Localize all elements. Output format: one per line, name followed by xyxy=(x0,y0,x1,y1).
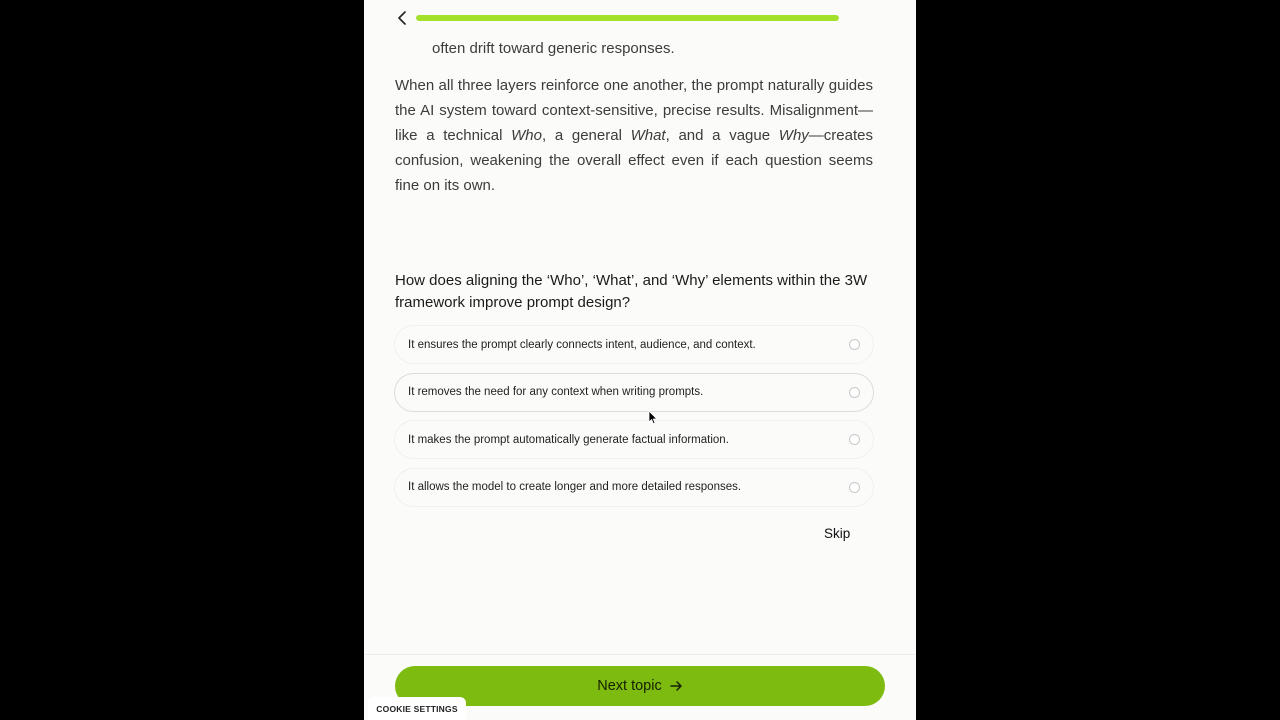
progress-fill xyxy=(416,15,839,21)
text-tail-line: often drift toward generic responses. xyxy=(432,40,675,57)
radio-button[interactable] xyxy=(849,387,860,398)
answer-option-label: It makes the prompt automatically generate factual information. xyxy=(408,433,729,446)
arrow-right-icon xyxy=(670,680,683,692)
answer-option-label: It removes the need for any context when writing prompts. xyxy=(408,386,704,398)
chevron-left-icon xyxy=(397,11,407,25)
radio-button[interactable] xyxy=(849,434,860,445)
back-button[interactable] xyxy=(392,6,412,30)
answer-option-1[interactable] xyxy=(395,326,873,363)
radio-button[interactable] xyxy=(849,339,860,350)
paragraph-text: , and a vague xyxy=(665,127,779,144)
next-topic-button[interactable] xyxy=(395,666,885,706)
lesson-screen xyxy=(364,0,916,720)
term-what: What xyxy=(630,127,666,144)
answer-options xyxy=(395,326,873,516)
paragraph-text: —creates confusion, weakening the overall effect even if each question seems fine on its own. xyxy=(395,127,873,194)
lesson-paragraph xyxy=(395,73,873,198)
answer-option-4[interactable] xyxy=(395,469,873,506)
mouse-cursor-icon xyxy=(648,410,658,425)
term-who: Who xyxy=(511,127,542,144)
next-topic-label: Next topic xyxy=(597,678,662,694)
skip-button[interactable]: Skip xyxy=(824,526,851,541)
progress-bar xyxy=(416,15,839,21)
paragraph-text: , a general xyxy=(541,127,631,144)
answer-option-label: It allows the model to create longer and more detailed responses. xyxy=(408,481,742,493)
term-why: Why xyxy=(778,127,809,144)
footer-divider xyxy=(364,654,916,655)
paragraph-text: When all three layers reinforce one another, the prompt naturally guides the AI system toward context-sensitive, precise results. Misalignment—like a technical xyxy=(395,77,873,144)
quiz-question: How does aligning the ‘Who’, ‘What’, and ‘Why’ elements within the 3W framework improve prompt design? xyxy=(395,272,868,311)
top-bar xyxy=(364,0,916,36)
answer-option-2[interactable] xyxy=(395,374,873,411)
radio-button[interactable] xyxy=(849,482,860,493)
answer-option-label: It ensures the prompt clearly connects intent, audience, and context. xyxy=(408,338,756,351)
answer-option-3[interactable] xyxy=(395,421,873,458)
cookie-settings-button[interactable]: COOKIE SETTINGS xyxy=(368,697,466,720)
